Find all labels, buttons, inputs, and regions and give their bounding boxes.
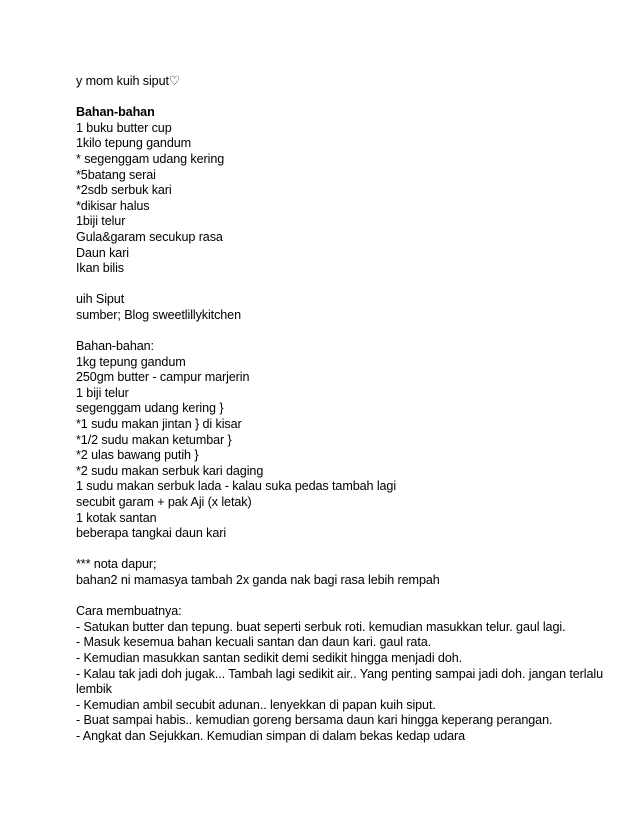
ingredient-line: *2 sudu makan serbuk kari daging — [76, 463, 264, 478]
ingredient-line: secubit garam + pak Aji (x letak) — [76, 495, 252, 510]
method-step: - Kalau tak jadi doh jugak... Tambah lagi sedikit air.. Yang penting sampai jadi doh. jangan terlalu lembik — [76, 666, 603, 697]
note-heading: *** nota dapur; — [76, 557, 157, 572]
method-step: - Satukan butter dan tepung. buat seperti serbuk roti. kemudian masukkan telur. gaul lagi. — [76, 619, 566, 634]
ingredient-line: *5batang serai — [76, 167, 156, 182]
section1-heading: Bahan-bahan — [76, 105, 155, 120]
ingredient-line: 1 biji telur — [76, 385, 129, 400]
spacer — [76, 90, 606, 106]
ingredient-line: 1biji telur — [76, 214, 126, 229]
ingredient-line: Gula&garam secukup rasa — [76, 229, 223, 244]
method-heading: Cara membuatnya: — [76, 604, 182, 619]
method-step: - Masuk kesemua bahan kecuali santan dan daun kari. gaul rata. — [76, 635, 432, 650]
ingredient-line: *1 sudu makan jintan } di kisar — [76, 417, 242, 432]
ingredient-line: 1kilo tepung gandum — [76, 136, 192, 151]
method-step: - Angkat dan Sejukkan. Kemudian simpan di dalam bekas kedap udara — [76, 728, 466, 743]
ingredient-line: *dikisar halus — [76, 198, 150, 213]
ingredient-line: Daun kari — [76, 245, 129, 260]
title-line: y mom kuih siput♡ — [76, 74, 181, 88]
ingredient-line: segenggam udang kering } — [76, 401, 224, 416]
ingredient-line: 1 buku butter cup — [76, 120, 172, 135]
ingredient-line: *2sdb serbuk kari — [76, 183, 172, 198]
ingredient-line: *2 ulas bawang putih } — [76, 448, 199, 463]
spacer — [76, 589, 606, 605]
section3-heading: Bahan-bahan: — [76, 339, 154, 354]
ingredient-line: 1 kotak santan — [76, 510, 157, 525]
method-step: - Kemudian ambil secubit adunan.. lenyekkan di papan kuih siput. — [76, 697, 436, 712]
method-step: - Kemudian masukkan santan sedikit demi sedikit hingga menjadi doh. — [76, 650, 463, 665]
document-page — [76, 74, 606, 745]
spacer — [76, 324, 606, 340]
ingredient-line: 1kg tepung gandum — [76, 354, 186, 369]
section2-title: uih Siput — [76, 292, 125, 307]
ingredient-line: * segenggam udang kering — [76, 151, 225, 166]
note-text: bahan2 ni mamasya tambah 2x ganda nak bagi rasa lebih rempah — [76, 573, 440, 587]
spacer — [76, 277, 606, 293]
source-line: sumber; Blog sweetlillykitchen — [76, 307, 241, 322]
ingredient-line: beberapa tangkai daun kari — [76, 526, 227, 541]
spacer — [76, 542, 606, 558]
method-step: - Buat sampai habis.. kemudian goreng bersama daun kari hingga keperang perangan. — [76, 713, 553, 728]
ingredient-line: Ikan bilis — [76, 261, 124, 276]
ingredient-line: 250gm butter - campur marjerin — [76, 370, 250, 385]
ingredient-line: 1 sudu makan serbuk lada - kalau suka pedas tambah lagi — [76, 479, 397, 494]
ingredient-line: *1/2 sudu makan ketumbar } — [76, 432, 232, 447]
